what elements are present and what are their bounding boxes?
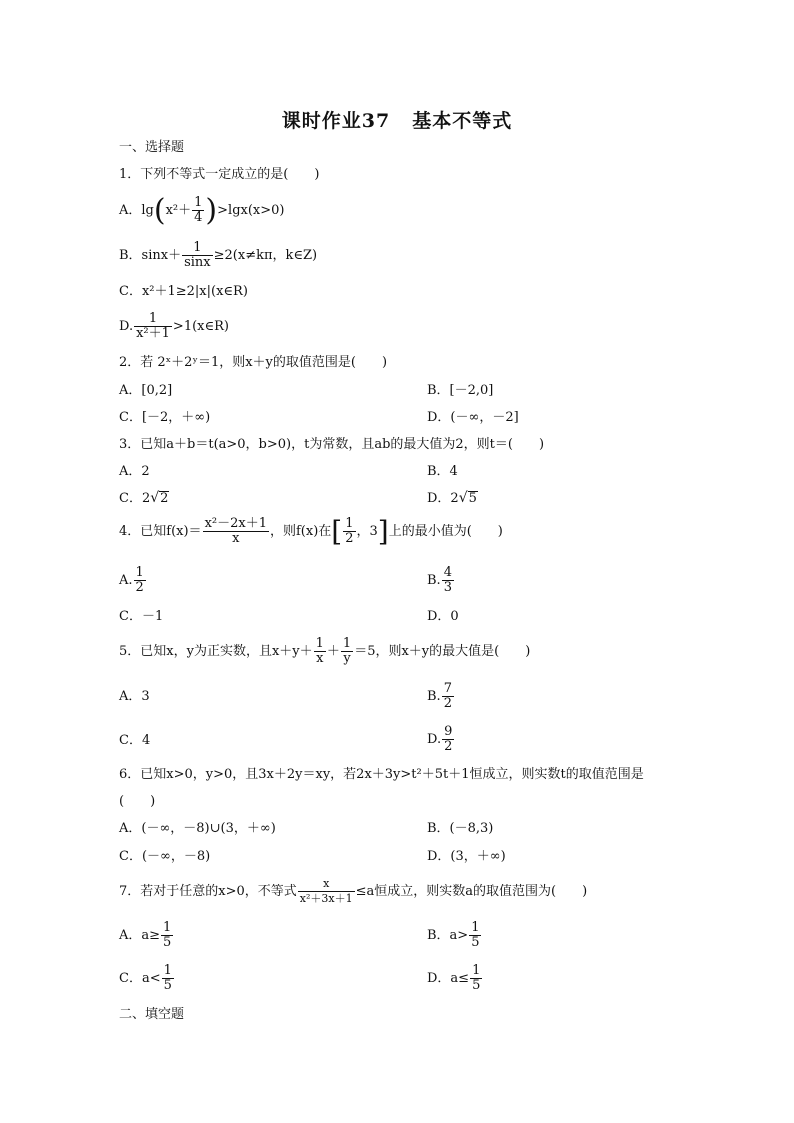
q3-option-c: C．2√2 <box>119 490 169 506</box>
section-heading-choice: 一、选择题 <box>119 140 185 155</box>
q5-option-a: A．3 <box>119 689 150 704</box>
q3-stem: 3．已知a＋b＝t(a>0，b>0)，t为常数，且ab的最大值为2，则t＝( ) <box>119 437 545 452</box>
right-paren: ) <box>205 192 218 228</box>
right-bracket: ] <box>377 514 389 548</box>
q2-option-b: B．[－2,0] <box>427 383 494 398</box>
fraction: $\frac{1}{\sin x}$ <box>184 240 211 270</box>
q5-option-b: B. $\frac{7}{2}$ <box>427 681 452 711</box>
q4-stem: 4．已知f(x)＝ $\frac{\text{x²－2x＋1}}{x}$ ，则f(x)在[ $\frac{1}{2}$ ，3]上的最小值为( ) <box>119 514 503 548</box>
fraction: $\frac{x}{\text{x²＋3x＋1}}$ <box>299 877 353 905</box>
q3-option-d: D．2√5 <box>427 490 477 506</box>
left-paren: ( <box>153 192 166 228</box>
title-sub: 基本不等式 <box>412 110 513 132</box>
q2-option-d: D．(－∞，－2] <box>427 410 519 425</box>
fraction: $\frac{1}{5}$ <box>471 920 480 950</box>
q6-option-a: A．(－∞，－8)∪(3，＋∞) <box>119 821 276 836</box>
q7-option-b: B．a> $\frac{1}{5}$ <box>427 920 480 950</box>
fraction: $\frac{7}{2}$ <box>443 681 452 711</box>
fraction: $\frac{1}{x}$ <box>315 636 324 666</box>
fraction: $\frac{1}{4}$ <box>194 195 203 225</box>
q5-option-d: D. $\frac{9}{2}$ <box>427 724 453 754</box>
fraction: $\frac{4}{3}$ <box>443 565 452 595</box>
q6-stem: 6．已知x>0，y>0，且3x＋2y＝xy，若2x＋3y>t²＋5t＋1恒成立，则实数t的取值范围是 <box>119 767 644 782</box>
q1-stem: 1．下列不等式一定成立的是( ) <box>119 167 320 182</box>
q1-option-c: C．x²＋1≥2|x|(x∈R) <box>119 284 248 299</box>
q6-stem-cont: ( ) <box>119 794 156 809</box>
q4-option-c: C．－1 <box>119 609 164 624</box>
q6-option-b: B．(－8,3) <box>427 821 494 836</box>
q6-option-d: D．(3，＋∞) <box>427 849 506 864</box>
q4-option-b: B. $\frac{4}{3}$ <box>427 565 452 595</box>
left-bracket: [ <box>331 514 343 548</box>
q1-option-b: B．sinx＋ $\frac{1}{\sin x}$ ≥2(x≠kπ，k∈Z) <box>119 240 318 270</box>
q1-option-d: D. $\frac{1}{\text{x²＋1}}$ >1(x∈R) <box>119 311 229 341</box>
title-main: 课时作业37 <box>281 110 391 132</box>
q7-option-d: D．a≤ $\frac{1}{5}$ <box>427 963 481 993</box>
fraction: $\frac{1}{2}$ <box>345 516 354 546</box>
q5-stem: 5．已知x，y为正实数，且x＋y＋ $\frac{1}{x}$ ＋ $\frac{1}{y}$ ＝5，则x＋y的最大值是( ) <box>119 636 531 666</box>
q7-stem: 7．若对于任意的x>0，不等式 $\frac{x}{\text{x²＋3x＋1}}$ ≤a恒成立，则实数a的取值范围为( ) <box>119 877 588 905</box>
fraction: $\frac{9}{2}$ <box>444 724 453 754</box>
radical-sign: √ <box>458 490 468 506</box>
fraction: $\frac{1}{y}$ <box>342 636 352 666</box>
fraction: $\frac{1}{5}$ <box>163 920 172 950</box>
q2-stem: 2．若 2ˣ＋2ʸ＝1，则x＋y的取值范围是( ) <box>119 355 388 370</box>
q2-option-c: C．[－2，＋∞) <box>119 410 211 425</box>
q5-option-c: C．4 <box>119 733 151 748</box>
q6-option-c: C．(－∞，－8) <box>119 849 211 864</box>
q4-option-d: D．0 <box>427 609 459 624</box>
page-title <box>0 106 794 133</box>
q1-option-a: A．lg(x²＋ $\frac{1}{4}$ )>lgx(x>0) <box>119 192 285 228</box>
section-heading-fill-in: 二、填空题 <box>119 1007 185 1022</box>
fraction: $\frac{1}{5}$ <box>163 963 172 993</box>
q4-option-a: A. $\frac{1}{2}$ <box>119 565 144 595</box>
fraction: $\frac{\text{x²－2x＋1}}{x}$ <box>204 516 267 546</box>
q3-option-a: A．2 <box>119 464 150 479</box>
radical-sign: √ <box>150 490 160 506</box>
fraction: $\frac{1}{2}$ <box>135 565 144 595</box>
q2-option-a: A．[0,2] <box>119 383 173 398</box>
q7-option-a: A．a≥ $\frac{1}{5}$ <box>119 920 172 950</box>
q3-option-b: B．4 <box>427 464 458 479</box>
fraction: $\frac{1}{5}$ <box>472 963 481 993</box>
fraction: $\frac{1}{\text{x²＋1}}$ <box>136 311 170 341</box>
q7-option-c: C．a< $\frac{1}{5}$ <box>119 963 172 993</box>
